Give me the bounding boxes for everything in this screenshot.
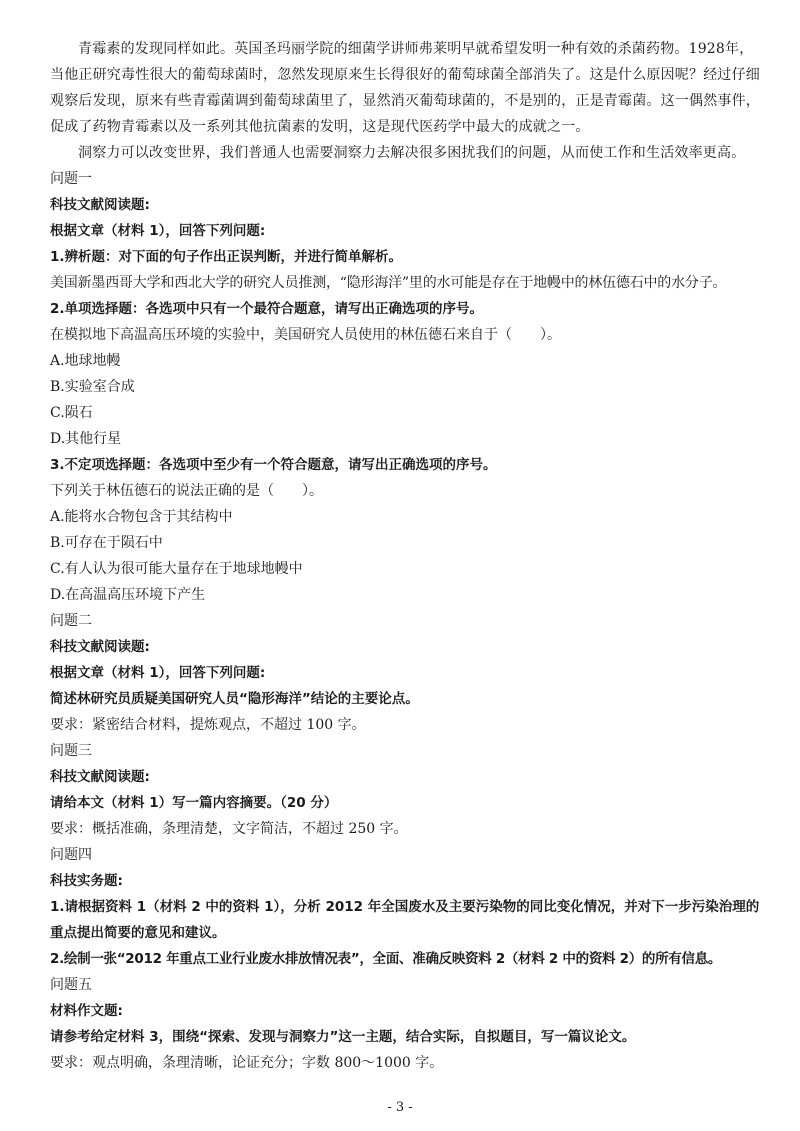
q4-task-1: 1.请根据资料 1（材料 2 中的资料 1），分析 2012 年全国废水及主要污染物的同比变化情况，并对下一步污染治理的重点提出简要的意见和建议。 (50, 899, 760, 941)
q4-task-2: 2.绘制一张“2012 年重点工业行业废水排放情况表”，全面、准确反映资料 2（材料 2 中的资料 2）的所有信息。 (50, 951, 722, 967)
page-content (50, 36, 762, 1076)
q3-task: 请给本文（材料 1）写一篇内容摘要。（20 分） (50, 795, 338, 811)
q1-sub3-option-a: A.能将水合物包含于其结构中 (50, 509, 233, 525)
q1-type: 科技文献阅读题: (50, 197, 150, 213)
q3-requirement: 要求：概括准确，条理清楚，文字简洁，不超过 250 字。 (50, 821, 408, 837)
q1-sub2-heading: 2.单项选择题：各选项中只有一个最符合题意，请写出正确选项的序号。 (50, 301, 484, 317)
q2-requirement: 要求：紧密结合材料，提炼观点，不超过 100 字。 (50, 717, 366, 733)
q1-instruction: 根据文章（材料 1），回答下列问题: (50, 223, 266, 239)
q4-title: 问题四 (50, 847, 92, 863)
q1-sub2-option-c: C.陨石 (50, 405, 93, 421)
intro-paragraph-penicillin: 青霉素的发现同样如此。英国圣玛丽学院的细菌学讲师弗莱明早就希望发明一种有效的杀菌药物。1928年，当他正研究毒性很大的葡萄球菌时，忽然发现原来生长得很好的葡萄球菌全部消失了。这是什么原因呢？经过仔细观察后发现，原来有些青霉菌调到葡萄球菌里了，显然消灭葡萄球菌的，不是别的，正是青霉菌。这一偶然事件，促成了药物青霉素以及一系列其他抗菌素的发明，这是现代医药学中最大的成就之一。 (50, 41, 760, 135)
q1-sub3-option-b: B.可存在于陨石中 (50, 535, 163, 551)
q2-task: 简述林研究员质疑美国研究人员“隐形海洋”结论的主要论点。 (50, 691, 419, 707)
q1-sub2-question: 在模拟地下高温高压环境的实验中，美国研究人员使用的林伍德石来自于（ ）。 (50, 327, 561, 343)
q5-type: 材料作文题: (50, 1003, 123, 1019)
q1-sub3-question: 下列关于林伍德石的说法正确的是（ ）。 (50, 483, 323, 499)
q1-title: 问题一 (50, 171, 92, 187)
q1-sub2-option-d: D.其他行星 (50, 431, 122, 447)
q5-task: 请参考给定材料 3，围绕“探索、发现与洞察力”这一主题，结合实际，自拟题目，写一篇议论文。 (50, 1029, 636, 1045)
q1-sub2-option-b: B.实验室合成 (50, 379, 135, 395)
q4-type: 科技实务题: (50, 873, 123, 889)
q2-title: 问题二 (50, 613, 92, 629)
q1-sub3-option-d: D.在高温高压环境下产生 (50, 587, 206, 603)
q1-sub1-heading: 1.辨析题：对下面的句子作出正误判断，并进行简单解析。 (50, 249, 403, 265)
q1-sub3-heading: 3.不定项选择题：各选项中至少有一个符合题意，请写出正确选项的序号。 (50, 457, 497, 473)
page-number: - 3 - (387, 1100, 413, 1115)
q5-requirement: 要求：观点明确，条理清晰，论证充分；字数 800～1000 字。 (50, 1055, 444, 1071)
q3-type: 科技文献阅读题: (50, 769, 150, 785)
q2-instruction: 根据文章（材料 1），回答下列问题: (50, 665, 266, 681)
q1-sub3-option-c: C.有人认为很可能大量存在于地球地幔中 (50, 561, 303, 577)
q1-sub1-statement: 美国新墨西哥大学和西北大学的研究人员推测，“隐形海洋”里的水可能是存在于地幔中的林伍德石中的水分子。 (50, 275, 727, 291)
q2-type: 科技文献阅读题: (50, 639, 150, 655)
q3-title: 问题三 (50, 743, 92, 759)
q1-sub2-option-a: A.地球地幔 (50, 353, 121, 369)
intro-paragraph-insight: 洞察力可以改变世界，我们普通人也需要洞察力去解决很多困扰我们的问题，从而使工作和生活效率更高。 (78, 145, 746, 161)
q5-title: 问题五 (50, 977, 92, 993)
